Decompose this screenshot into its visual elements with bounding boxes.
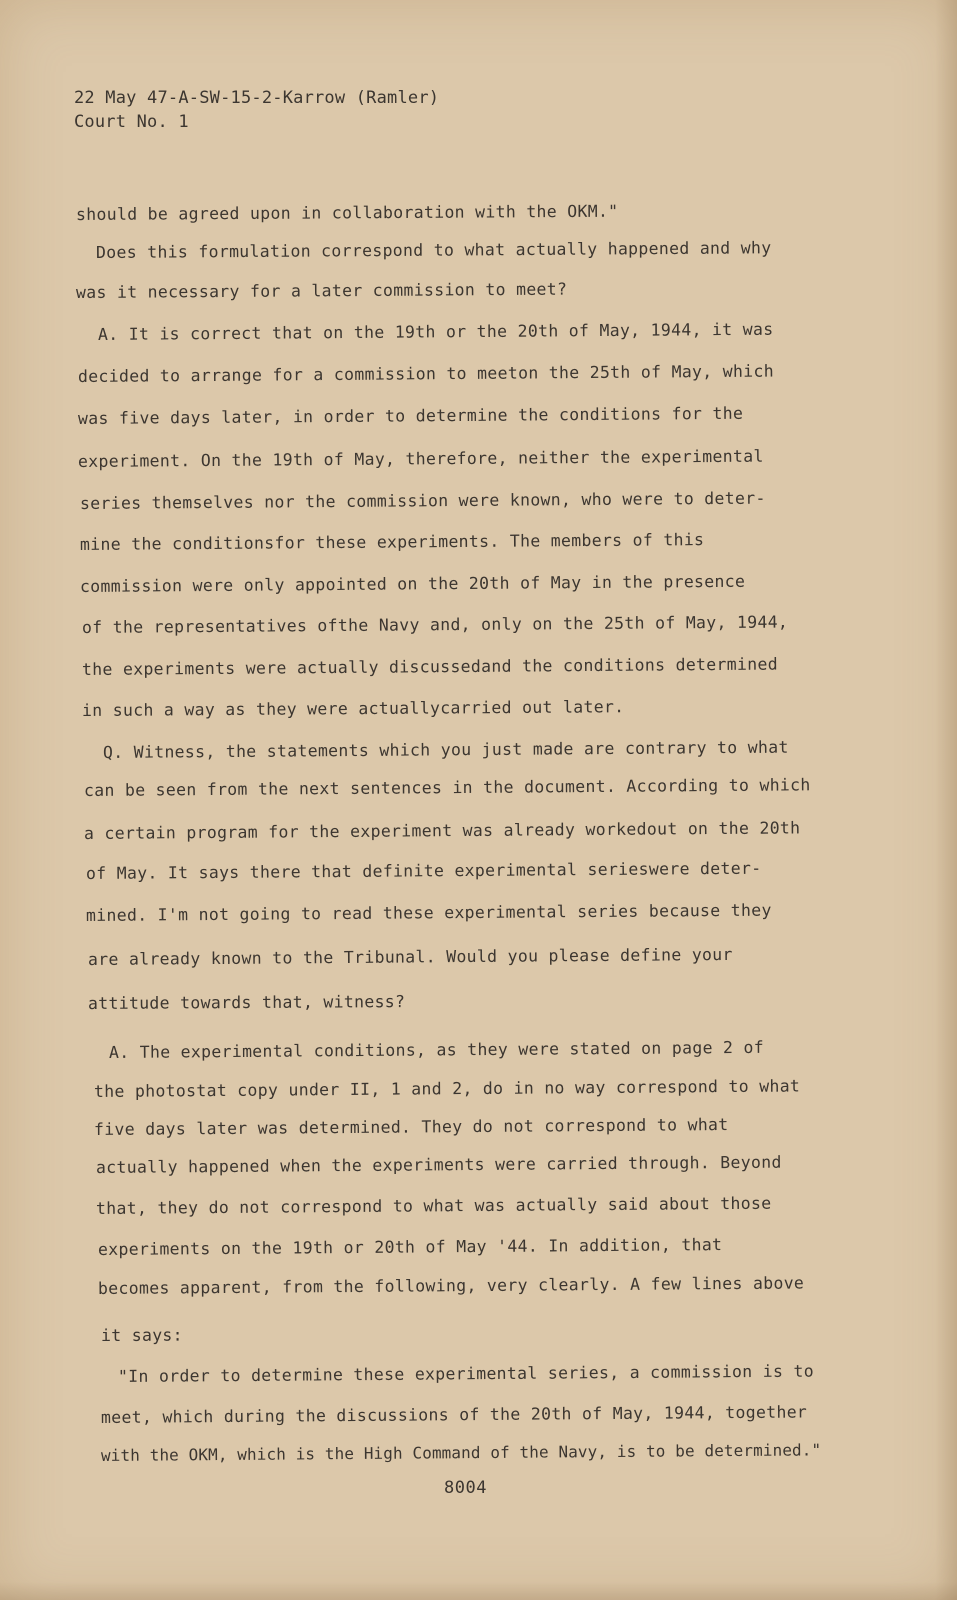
text-line-3: was it necessary for a later commission to meet? xyxy=(75,279,568,302)
text-line-16: a certain program for the experiment was already workedout on the 20th xyxy=(83,818,801,843)
text-line-26: experiments on the 19th or 20th of May '44. In addition, that xyxy=(97,1235,723,1259)
text-line-25: that, they do not correspond to what was actually said about those xyxy=(95,1193,772,1218)
text-line-5: decided to arrange for a commission to meeton the 25th of May, which xyxy=(77,361,774,386)
text-line-12: the experiments were actually discussedand the conditions determined xyxy=(81,654,778,679)
text-line-4: A. It is correct that on the 19th or the 20th of May, 1944, it was xyxy=(97,319,774,344)
page-edge-shadow-right xyxy=(935,0,957,1600)
text-line-17: of May. It says there that definite experimental serieswere deter- xyxy=(85,858,762,883)
text-line-10: commission were only appointed on the 20th of May in the presence xyxy=(79,571,746,596)
header-court-number: Court No. 1 xyxy=(74,112,189,132)
text-line-7: experiment. On the 19th of May, therefore, neither the experimental xyxy=(77,446,764,471)
text-line-28: it says: xyxy=(100,1325,183,1345)
page-number: 8004 xyxy=(444,1478,487,1498)
text-line-13: in such a way as they were actuallycarried out later. xyxy=(81,697,625,720)
text-line-6: was five days later, in order to determine the conditions for the xyxy=(77,403,744,428)
text-line-30: meet, which during the discussions of the 20th of May, 1944, together xyxy=(100,1402,808,1427)
text-line-23: five days later was determined. They do not correspond to what xyxy=(93,1115,729,1139)
text-line-9: mine the conditionsfor these experiments. The members of this xyxy=(79,530,705,554)
text-line-22: the photostat copy under II, 1 and 2, do in no way correspond to what xyxy=(93,1076,801,1101)
page-edge-shadow-bottom xyxy=(0,1582,957,1600)
text-line-18: mined. I'm not going to read these experimental series because they xyxy=(85,900,772,925)
text-line-21: A. The experimental conditions, as they were stated on page 2 of xyxy=(108,1037,765,1062)
text-line-29: "In order to determine these experimental series, a commission is to xyxy=(117,1361,814,1386)
text-line-2: Does this formulation correspond to what actually happened and why xyxy=(95,238,772,262)
text-line-8: series themselves nor the commission were known, who were to deter- xyxy=(79,488,766,513)
text-line-31: with the OKM, which is the High Command of the Navy, is to be determined." xyxy=(100,1440,822,1465)
text-line-20: attitude towards that, witness? xyxy=(87,992,406,1013)
text-line-1: should be agreed upon in collaboration with the OKM." xyxy=(75,201,619,224)
text-line-27: becomes apparent, from the following, very clearly. A few lines above xyxy=(97,1273,805,1298)
header-case-reference: 22 May 47-A-SW-15-2-Karrow (Ramler) xyxy=(74,88,440,108)
text-line-11: of the representatives ofthe Navy and, only on the 25th of May, 1944, xyxy=(81,612,789,637)
text-line-24: actually happened when the experiments were carried through. Beyond xyxy=(95,1152,782,1177)
document-header xyxy=(74,86,439,134)
text-line-14: Q. Witness, the statements which you just made are contrary to what xyxy=(102,737,789,762)
text-line-19: are already known to the Tribunal. Would you please define your xyxy=(87,944,733,969)
text-line-15: can be seen from the next sentences in the document. According to which xyxy=(83,775,811,800)
